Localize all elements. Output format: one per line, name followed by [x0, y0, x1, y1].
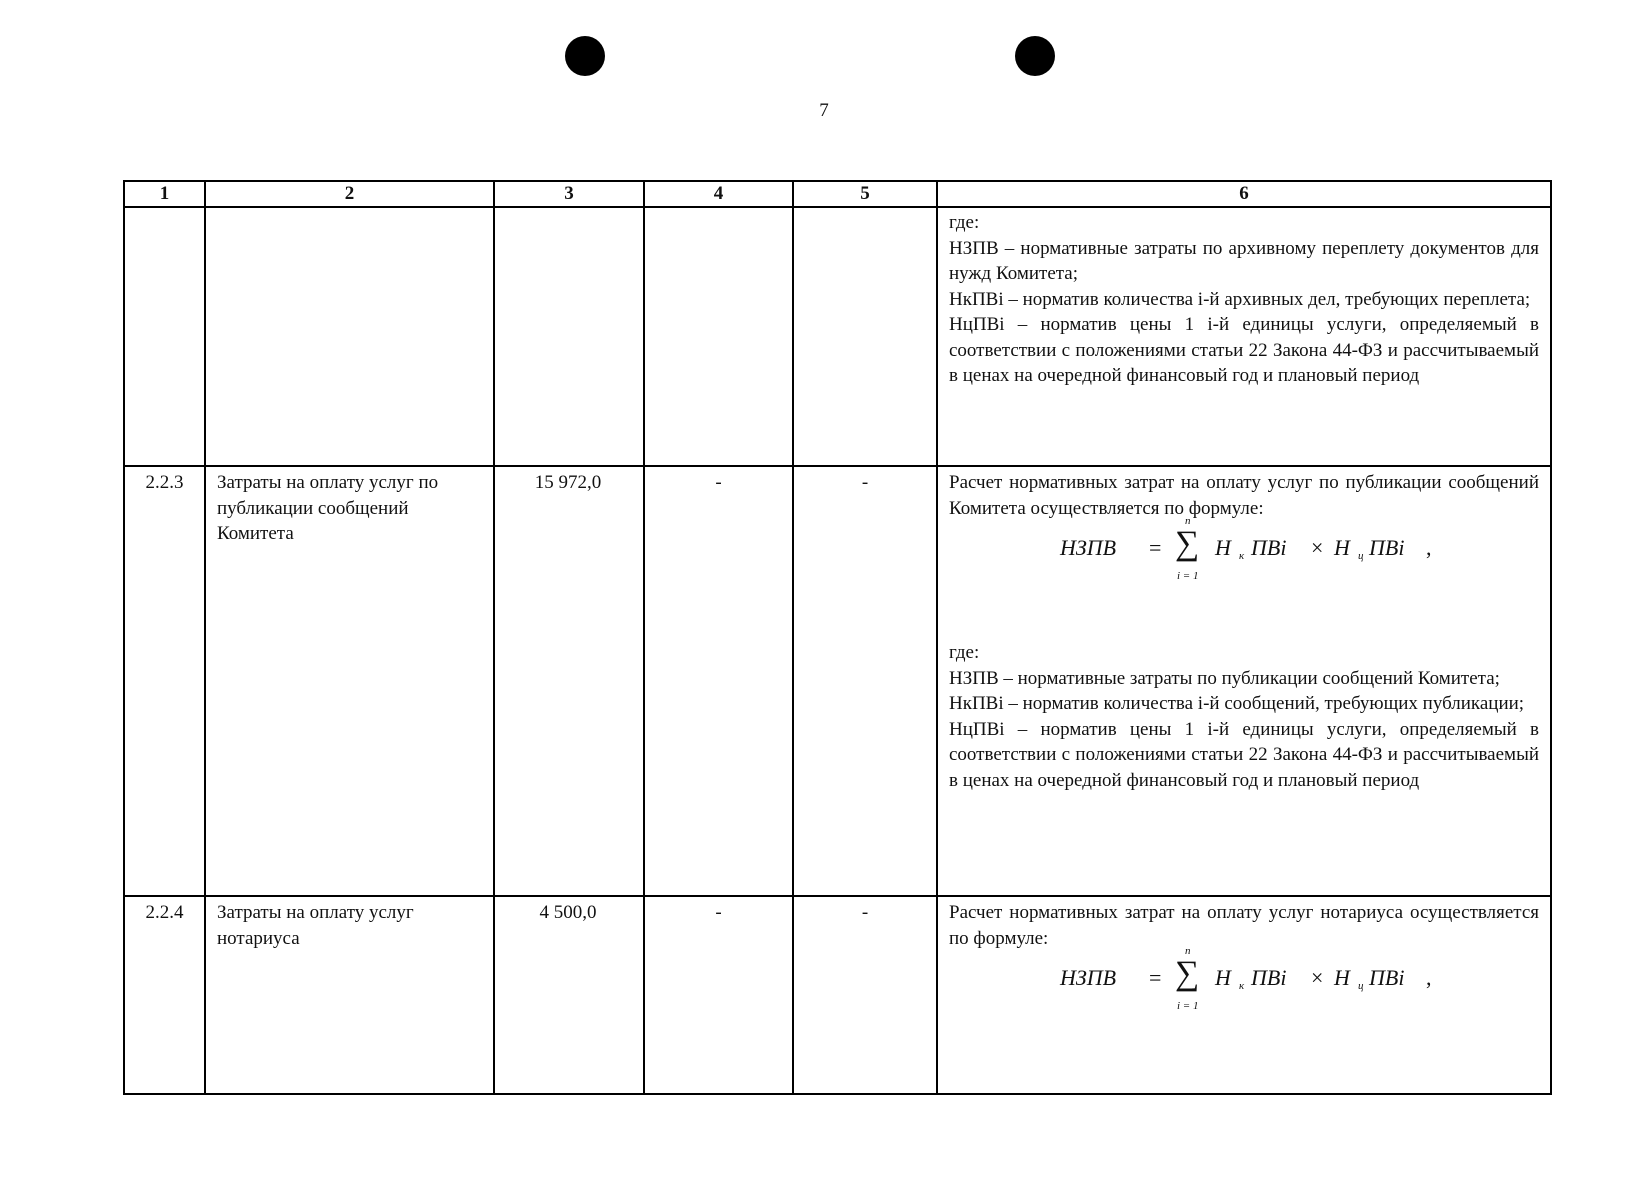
column-header-4: 4	[713, 183, 724, 204]
formula-times: ×	[1311, 535, 1324, 560]
formula-comma: ,	[1426, 535, 1432, 560]
row-amount: 15 972,0	[534, 472, 602, 493]
formula-sub2: ц	[1358, 550, 1364, 562]
formula-h2: Н	[1334, 535, 1350, 560]
row-formula-intro: Расчет нормативных затрат на оплату услуг по публикации сообщений Комитета осуществляется по формуле:	[949, 472, 1539, 519]
row-code: 2.2.3	[145, 472, 184, 493]
definition-line: НЗПВ – нормативные затраты по публикации сообщений Комитета;	[949, 667, 1500, 689]
sum-lower-limit: i = 1	[1177, 1000, 1199, 1012]
column-header-2: 2	[344, 183, 355, 204]
row-col5: -	[861, 902, 869, 923]
formula-h2: Н	[1334, 965, 1350, 990]
formula-block	[949, 515, 1539, 585]
definition-line: НЗПВ – нормативные затраты по архивному переплету документов для нужд Комитета;	[949, 237, 1539, 284]
definition-line: НкПВi – норматив количества i-й сообщений, требующих публикации;	[949, 693, 1525, 714]
formula-h1: Н	[1215, 965, 1231, 990]
row-name: Затраты на оплату услуг нотариуса	[217, 902, 414, 949]
formula-block	[949, 945, 1539, 1015]
row-col5: -	[861, 472, 869, 493]
formula-equals: =	[1149, 535, 1162, 560]
row-col4: -	[715, 472, 722, 493]
column-header-5: 5	[860, 183, 870, 204]
definition-line: НцПВi – норматив цены 1 i-й единицы услуги, определяемый в соответствии с положениями статьи 22 Закона 44-ФЗ и рассчитываемый в ценах на очередной финансовый год и плановый период	[949, 718, 1539, 791]
page-number: 7	[819, 100, 829, 121]
row-code: 2.2.4	[145, 902, 184, 923]
formula-term2: ПВi	[1369, 535, 1405, 560]
column-header-3: 3	[564, 183, 574, 204]
punch-hole-left	[565, 36, 605, 76]
formula-h1: Н	[1215, 535, 1231, 560]
column-header-6: 6	[1239, 183, 1249, 204]
sum-lower-limit: i = 1	[1177, 570, 1199, 582]
row0-description	[949, 210, 1539, 389]
where-label: где:	[949, 212, 980, 233]
formula-sub2: ц	[1358, 980, 1364, 992]
formula-lhs: НЗПВ	[1060, 535, 1117, 560]
formula-term2: ПВi	[1369, 965, 1405, 990]
row-formula-intro: Расчет нормативных затрат на оплату услуг нотариуса осуществляется по формуле:	[949, 902, 1539, 949]
sigma-icon: ∑	[1175, 955, 1200, 992]
definition-line: НцПВi – норматив цены 1 i-й единицы услуги, определяемый в соответствии с положениями статьи 22 Закона 44-ФЗ и рассчитываемый в ценах на очередной финансовый год и плановый период	[949, 314, 1539, 386]
sum-upper-limit: n	[1185, 515, 1191, 527]
row-name: Затраты на оплату услуг по публикации сообщений Комитета	[217, 472, 439, 544]
formula-term1: ПВi	[1251, 965, 1287, 990]
definition-line: НкПВi – норматив количества i-й архивных дел, требующих переплета;	[949, 288, 1531, 310]
row1-description	[949, 640, 1539, 793]
formula-sub1: к	[1239, 550, 1245, 562]
sum-upper-limit: n	[1185, 945, 1191, 957]
formula-lhs: НЗПВ	[1060, 965, 1117, 990]
column-header-1: 1	[159, 183, 170, 204]
punch-hole-right	[1015, 36, 1055, 76]
where-label: где:	[949, 642, 980, 663]
sigma-icon: ∑	[1175, 525, 1200, 562]
row-amount: 4 500,0	[539, 902, 597, 923]
formula-sub1: к	[1239, 980, 1245, 992]
row-col4: -	[715, 902, 722, 923]
formula-comma: ,	[1426, 965, 1432, 990]
formula-equals: =	[1149, 965, 1162, 990]
cost-table	[123, 180, 1552, 1095]
formula-term1: ПВi	[1251, 535, 1287, 560]
formula-times: ×	[1311, 965, 1324, 990]
